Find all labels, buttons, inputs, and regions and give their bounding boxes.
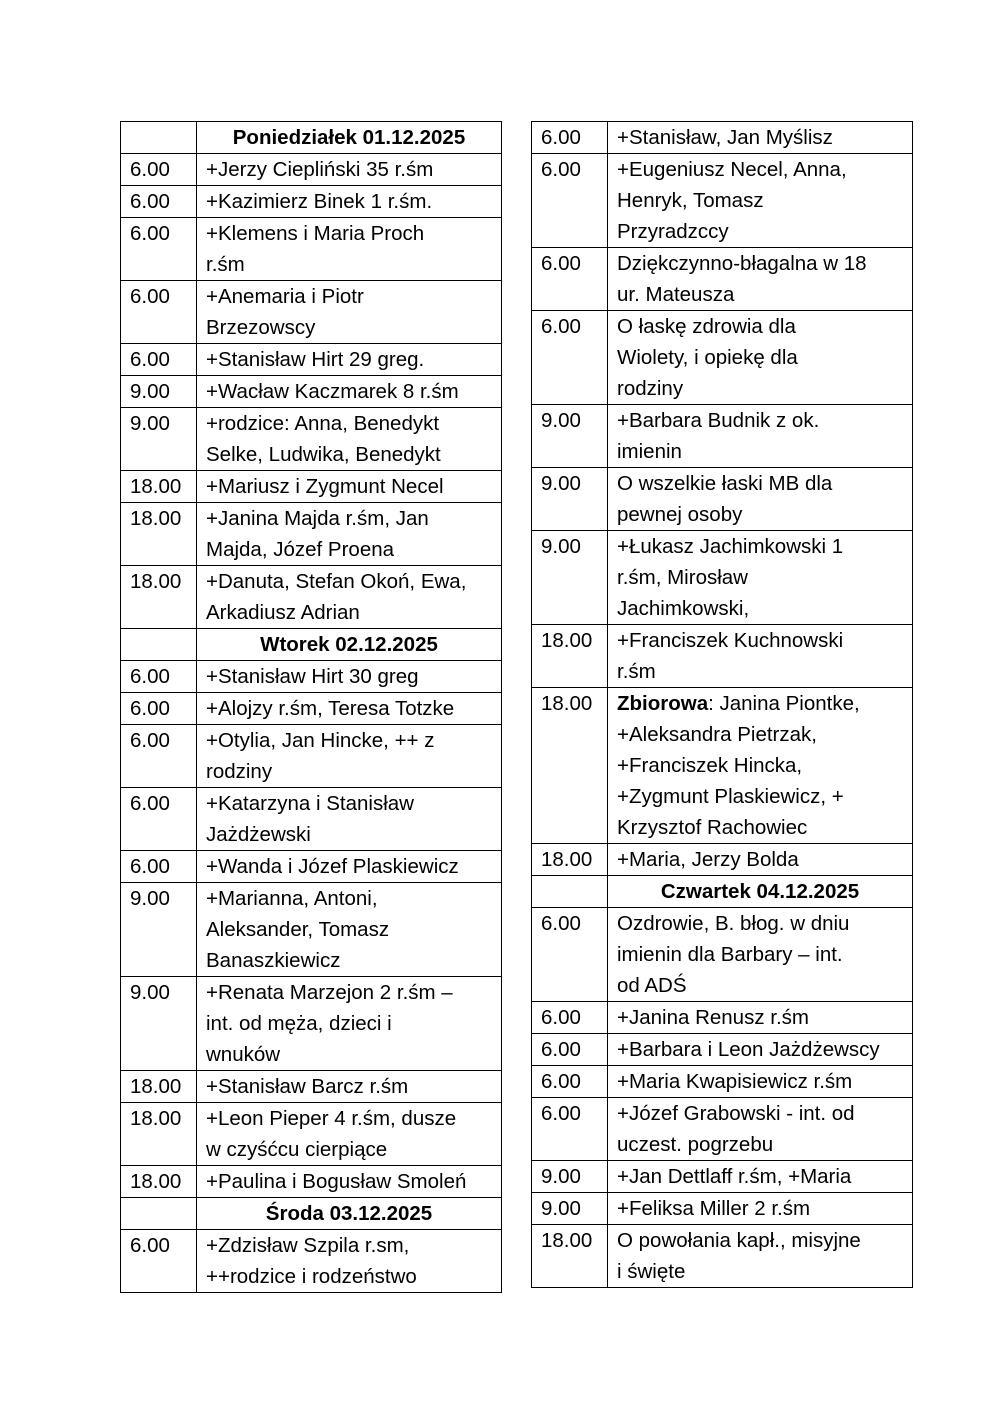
mass-time: 9.00 [532,405,608,468]
mass-intention: +Barbara Budnik z ok. imienin [608,405,913,468]
day-header-empty-cell [121,1198,197,1230]
mass-intention: +Feliksa Miller 2 r.śm [608,1193,913,1225]
mass-intention-row [121,1103,502,1166]
mass-intention-row [121,1071,502,1103]
mass-time: 18.00 [121,566,197,629]
mass-intention: +Alojzy r.śm, Teresa Totzke [197,693,502,725]
mass-intention-row [121,693,502,725]
mass-intention: +Jerzy Ciepliński 35 r.śm [197,154,502,186]
mass-time: 18.00 [532,1225,608,1288]
mass-intention: +Stanisław Hirt 29 greg. [197,344,502,376]
mass-intention-row [121,471,502,503]
mass-time: 9.00 [121,408,197,471]
mass-intention-row [532,1098,913,1161]
day-header-row [121,122,502,154]
mass-intention: +Stanisław, Jan Myślisz [608,122,913,154]
mass-time: 18.00 [121,503,197,566]
mass-intention-row [532,844,913,876]
mass-intention: +Marianna, Antoni, Aleksander, Tomasz Banaszkiewicz [197,883,502,977]
mass-intention-row [532,1034,913,1066]
mass-intention: +Danuta, Stefan Okoń, Ewa, Arkadiusz Adrian [197,566,502,629]
mass-time: 6.00 [532,311,608,405]
mass-time: 18.00 [121,1071,197,1103]
mass-intention: +rodzice: Anna, Benedykt Selke, Ludwika, Benedykt [197,408,502,471]
mass-intention-row [532,531,913,625]
day-header-empty-cell [121,122,197,154]
mass-time: 6.00 [121,281,197,344]
mass-time: 18.00 [121,471,197,503]
mass-intention-row [121,883,502,977]
mass-intention: +Katarzyna i Stanisław Jażdżewski [197,788,502,851]
mass-intention: Dziękczynno-błagalna w 18 ur. Mateusza [608,248,913,311]
mass-intention: +Renata Marzejon 2 r.śm – int. od męża, dzieci i wnuków [197,977,502,1071]
mass-intention-row [121,344,502,376]
mass-intention: +Kazimierz Binek 1 r.śm. [197,186,502,218]
mass-time: 6.00 [121,344,197,376]
day-header: Poniedziałek 01.12.2025 [197,122,502,154]
mass-time: 6.00 [121,186,197,218]
mass-intention-row [121,186,502,218]
intention-bold-prefix: Zbiorowa [617,692,709,715]
mass-intention: +Stanisław Barcz r.śm [197,1071,502,1103]
mass-time: 6.00 [532,1066,608,1098]
mass-intention-row [121,281,502,344]
mass-time: 9.00 [121,977,197,1071]
day-header-row [532,876,913,908]
mass-intention-row [121,851,502,883]
mass-intention: O łaskę zdrowia dla Wiolety, i opiekę dla rodziny [608,311,913,405]
mass-intention-row [121,376,502,408]
mass-intention-row [532,405,913,468]
mass-time: 9.00 [532,468,608,531]
mass-time: 6.00 [532,908,608,1002]
day-header: Wtorek 02.12.2025 [197,629,502,661]
mass-intention: +Anemaria i Piotr Brzezowscy [197,281,502,344]
mass-intention: +Janina Renusz r.śm [608,1002,913,1034]
mass-intention-row [121,1166,502,1198]
mass-intention: +Stanisław Hirt 30 greg [197,661,502,693]
mass-intention: +Otylia, Jan Hincke, ++ z rodziny [197,725,502,788]
mass-time: 6.00 [121,693,197,725]
mass-intention-row [121,788,502,851]
mass-time: 9.00 [121,883,197,977]
mass-intention-row [532,122,913,154]
mass-time: 6.00 [121,661,197,693]
mass-intention: +Jan Dettlaff r.śm, +Maria [608,1161,913,1193]
mass-time: 6.00 [532,248,608,311]
mass-intention-row [532,1066,913,1098]
mass-time: 9.00 [121,376,197,408]
mass-intention-row [532,908,913,1002]
mass-intention: +Wanda i Józef Plaskiewicz [197,851,502,883]
mass-intention: +Wacław Kaczmarek 8 r.śm [197,376,502,408]
mass-intention: O powołania kapł., misyjne i święte [608,1225,913,1288]
mass-intention-row [121,977,502,1071]
day-header: Środa 03.12.2025 [197,1198,502,1230]
mass-intention: +Łukasz Jachimkowski 1 r.śm, Mirosław Jachimkowski, [608,531,913,625]
mass-time: 18.00 [532,844,608,876]
mass-intention-row [532,1002,913,1034]
mass-intention-row [121,566,502,629]
day-header-row [121,629,502,661]
mass-intention: +Maria Kwapisiewicz r.śm [608,1066,913,1098]
mass-intention-row [532,154,913,248]
mass-intention: +Barbara i Leon Jażdżewscy [608,1034,913,1066]
mass-intention-row [121,408,502,471]
mass-intention: +Klemens i Maria Proch r.śm [197,218,502,281]
mass-time: 18.00 [532,688,608,844]
mass-intention-row [532,468,913,531]
mass-time: 6.00 [121,154,197,186]
mass-time: 18.00 [121,1103,197,1166]
intention-text: : Janina Piontke, +Aleksandra Pietrzak, +Franciszek Hincka, +Zygmunt Plaskiewicz, + Krzysztof Rachowiec [617,692,860,839]
mass-time: 6.00 [532,1098,608,1161]
mass-intention-row [532,1161,913,1193]
mass-time: 6.00 [532,1002,608,1034]
mass-intention-row [532,688,913,844]
mass-time: 18.00 [532,625,608,688]
mass-time: 6.00 [121,851,197,883]
mass-time: 6.00 [121,725,197,788]
mass-intention: +Eugeniusz Necel, Anna, Henryk, Tomasz Przyradzccy [608,154,913,248]
mass-time: 6.00 [121,218,197,281]
day-header-empty-cell [532,876,608,908]
mass-time: 6.00 [121,1230,197,1293]
mass-intention: +Leon Pieper 4 r.śm, dusze w czyśćcu cierpiące [197,1103,502,1166]
mass-time: 6.00 [532,1034,608,1066]
schedule-table-left-body [121,122,502,1293]
day-header-empty-cell [121,629,197,661]
mass-intention: +Zdzisław Szpila r.sm, ++rodzice i rodzeństwo [197,1230,502,1293]
mass-intention: +Janina Majda r.śm, Jan Majda, Józef Proena [197,503,502,566]
mass-time: 9.00 [532,1193,608,1225]
mass-intention-row [121,218,502,281]
mass-intention-row [532,1193,913,1225]
mass-intention-row [532,625,913,688]
mass-intention-row [121,154,502,186]
mass-time: 18.00 [121,1166,197,1198]
day-header: Czwartek 04.12.2025 [608,876,913,908]
mass-intention: +Mariusz i Zygmunt Necel [197,471,502,503]
mass-intention-row [121,661,502,693]
mass-time: 6.00 [532,154,608,248]
mass-time: 6.00 [532,122,608,154]
schedule-table-right-body [532,122,913,1288]
schedule-table-left [120,121,502,1293]
mass-intention: +Franciszek Kuchnowski r.śm [608,625,913,688]
mass-time: 9.00 [532,1161,608,1193]
mass-intention: +Józef Grabowski - int. od uczest. pogrzebu [608,1098,913,1161]
mass-intention [608,688,913,844]
mass-intention-row [532,248,913,311]
mass-intention-row [121,1230,502,1293]
mass-intention: +Paulina i Bogusław Smoleń [197,1166,502,1198]
mass-intention-row [121,725,502,788]
mass-intention: Ozdrowie, B. błog. w dniu imienin dla Barbary – int. od ADŚ [608,908,913,1002]
schedule-table-right [531,121,913,1288]
mass-intention: O wszelkie łaski MB dla pewnej osoby [608,468,913,531]
mass-intention: +Maria, Jerzy Bolda [608,844,913,876]
mass-intention-row [532,311,913,405]
day-header-row [121,1198,502,1230]
mass-time: 9.00 [532,531,608,625]
mass-intention-row [532,1225,913,1288]
mass-intention-row [121,503,502,566]
mass-time: 6.00 [121,788,197,851]
